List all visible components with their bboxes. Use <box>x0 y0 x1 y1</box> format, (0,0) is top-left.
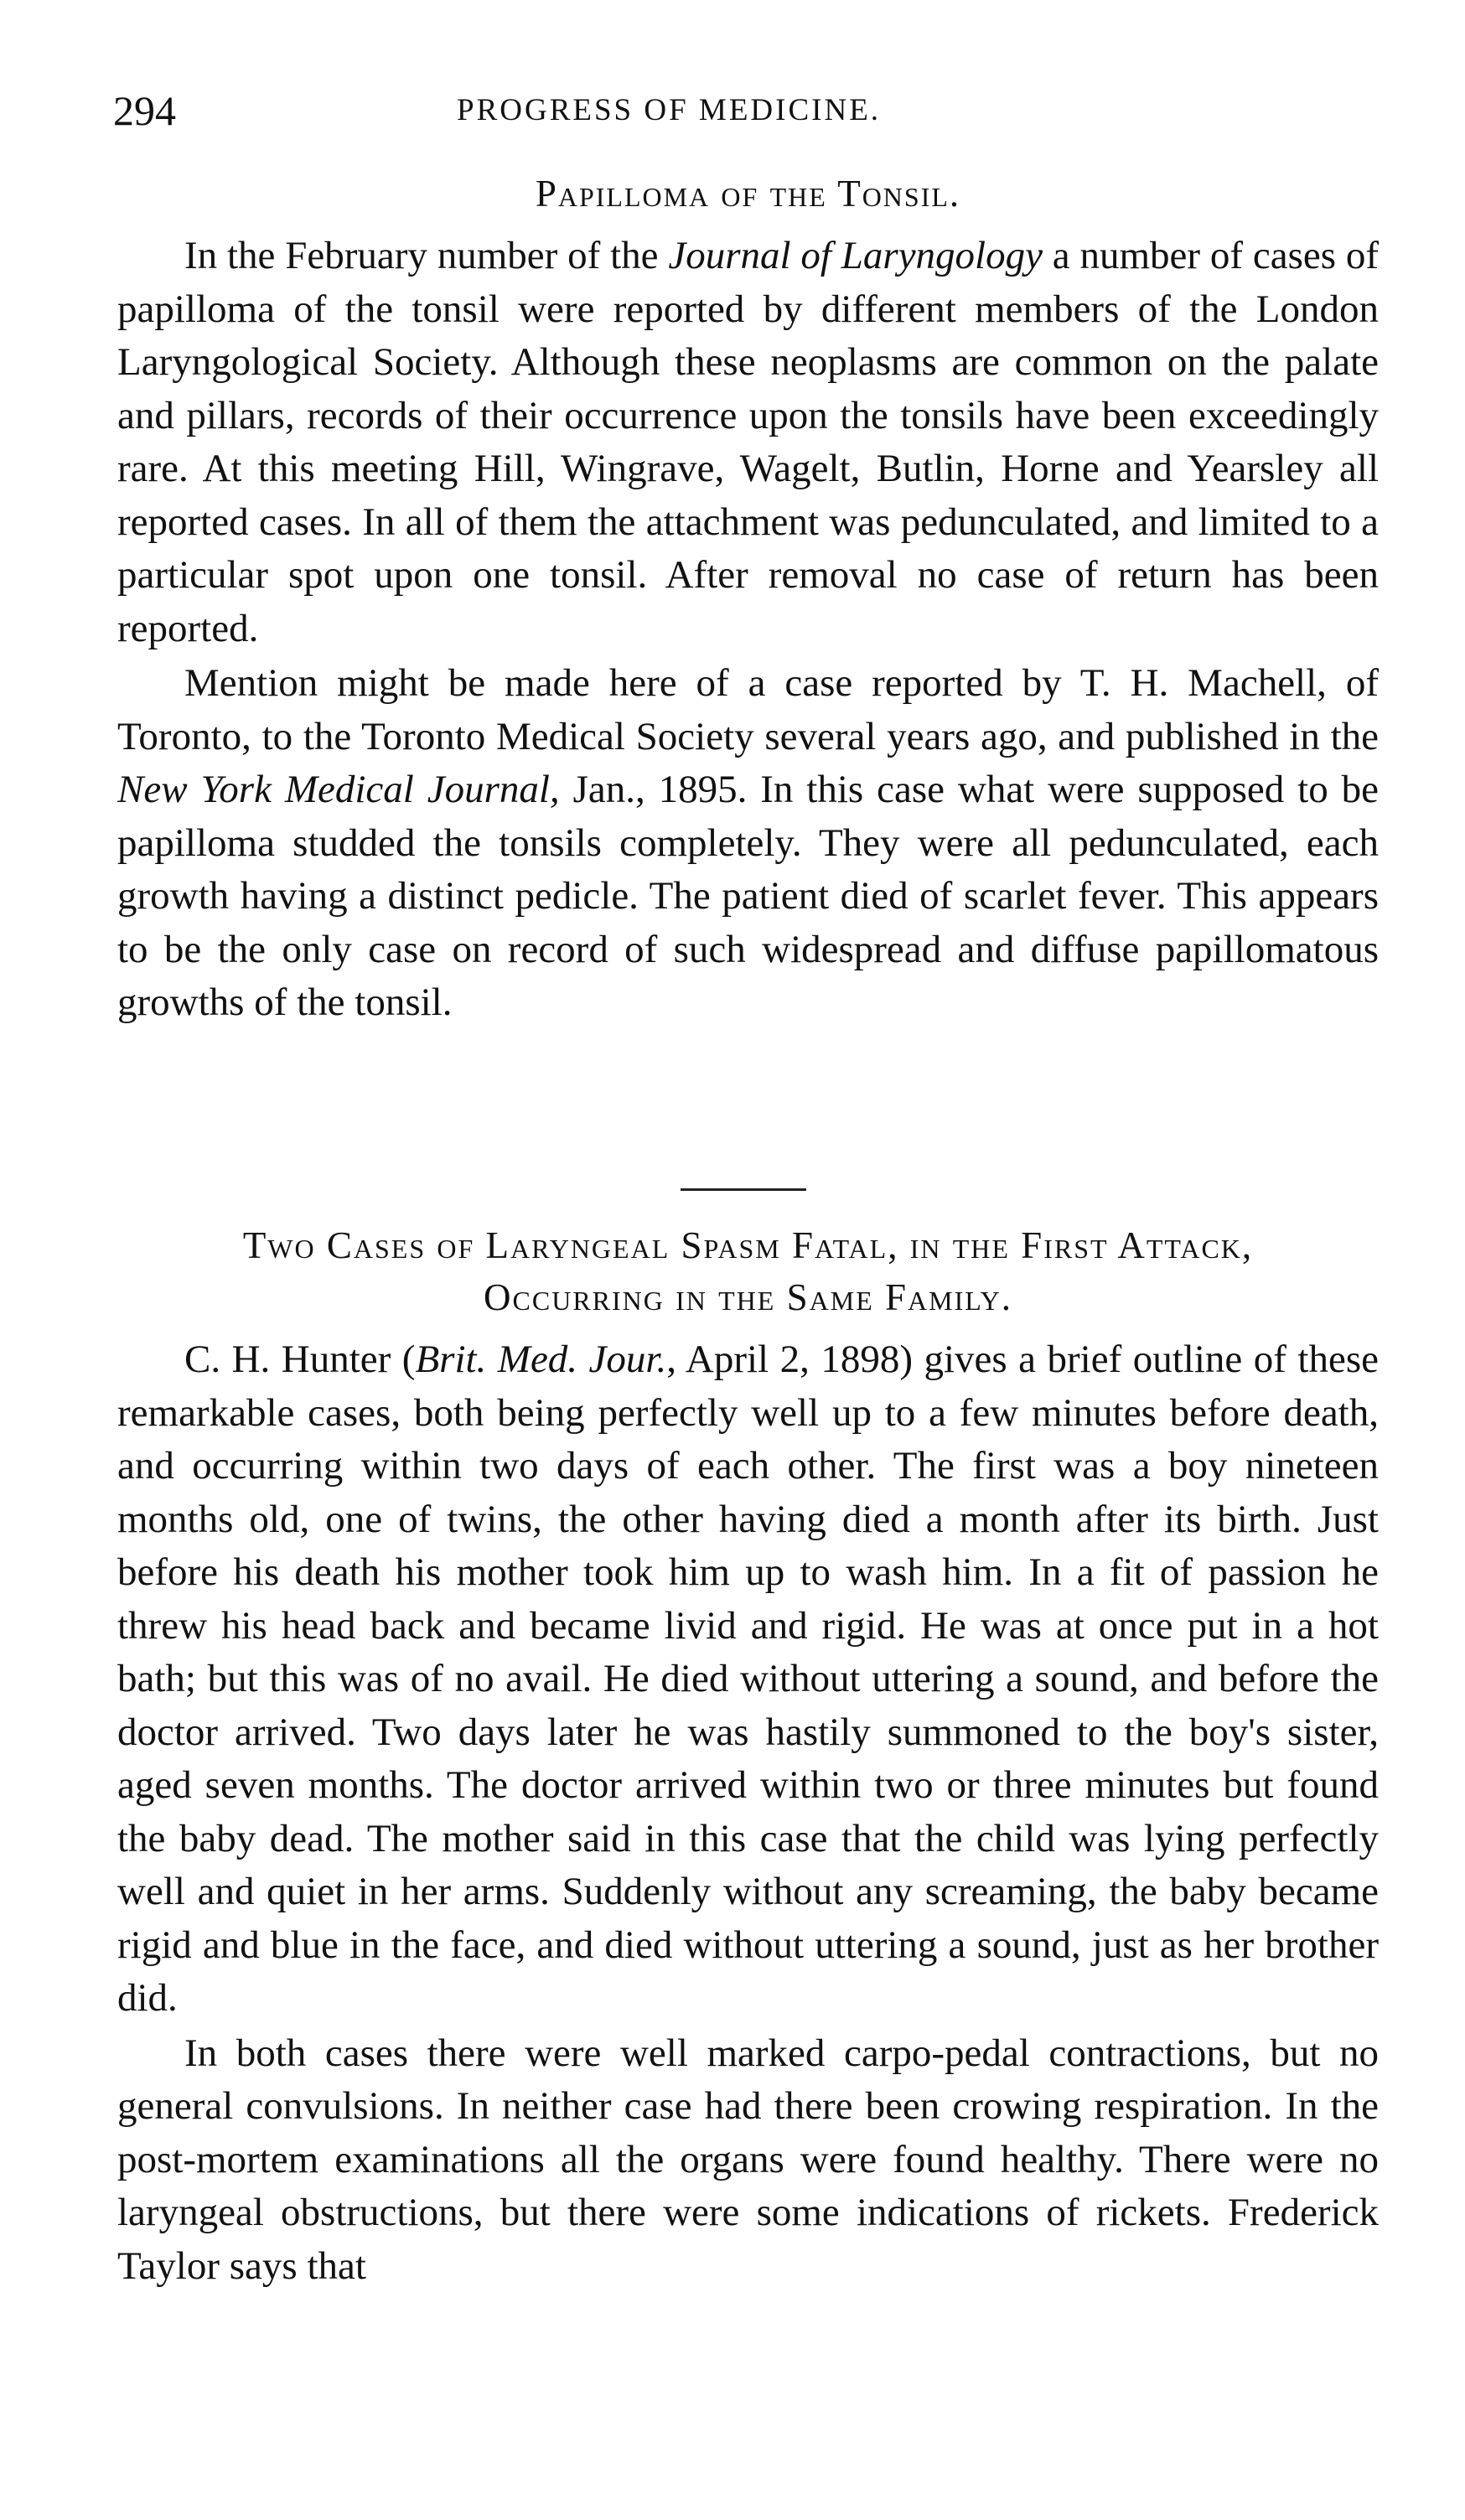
section-divider <box>681 1188 806 1191</box>
journal-title: New York Medical Journal, <box>117 768 560 811</box>
section-heading-line-1: Two Cases of Laryngeal Spasm Fatal, in the First Attack, <box>242 1224 1254 1266</box>
paragraph-text: Jan., 1895. In this case what were supposed to be papilloma studded the tonsils completely. They were all pedunculated, each growth having a distinct pedicle. The patient died of scarlet fever. This appears to be the only case on record of such widespread and diffuse papillomatous growths of the tonsil. <box>117 768 1379 1024</box>
journal-title: Brit. Med. Jour. <box>415 1338 667 1381</box>
paragraph-text: Mention might be made here of a case reported by T. H. Machell, of Toronto, to the Toronto Medical Society several years ago, and published in the <box>117 661 1379 758</box>
section-heading-text: Papilloma of the Tonsil. <box>535 173 961 215</box>
paragraph-text: In the February number of the <box>184 234 669 277</box>
paragraph: In both cases there were well marked carpo-pedal contractions, but no general convulsions. In neither case had there been crowing respiration. In the post-mortem examinations all the organs were found healthy. There were no laryngeal obstructions, but there were some indications of rickets. Frederick Taylor says that <box>117 2031 1379 2288</box>
paragraph <box>117 230 1379 655</box>
section-heading <box>117 168 1379 220</box>
paragraph <box>117 1333 1379 2026</box>
journal-title: Journal of Laryngology <box>668 234 1043 277</box>
section-papilloma-of-the-tonsil <box>117 168 1379 1030</box>
paragraph-text: , April 2, 1898) gives a brief outline of these remarkable cases, both being perfectly well up to a few minutes before death, and occurring within two days of each other. The first was a boy nineteen months old, one of twins, the other having died a month after its birth. Just before his death his mother took him up to wash him. In a fit of passion he threw his head back and became livid and rigid. He was at once put in a hot bath; but this was of no avail. He died without uttering a sound, and before the doctor arrived. Two days later he was hastily summoned to the boy's sister, aged seven months. The doctor arrived within two or three minutes but found the baby dead. The mother said in this case that the child was lying perfectly well and quiet in her arms. Suddenly without any screaming, the baby became rigid and blue in the face, and died without uttering a sound, just as her brother did. <box>117 1338 1379 2020</box>
section-heading-line-2: Occurring in the Same Family. <box>484 1276 1012 1318</box>
running-title: PROGRESS OF MEDICINE. <box>457 93 882 127</box>
paragraph-text: C. H. Hunter ( <box>184 1338 416 1381</box>
paragraph-text: a number of cases of papilloma of the tonsil were reported by different members of the London Laryngological Society. Although these neoplasms are common on the palate and pillars, records of their occurrence upon the tonsils have been exceedingly rare. At this meeting Hill, Wingrave, Wagelt, Butlin, Horne and Yearsley all reported cases. In all of them the attachment was pedunculated, and limited to a particular spot upon one tonsil. After removal no case of return has been reported. <box>117 234 1380 650</box>
paragraph <box>117 657 1379 1030</box>
page-number: 294 <box>113 87 176 134</box>
section-heading <box>117 1219 1379 1323</box>
running-head <box>113 77 1379 144</box>
section-laryngeal-spasm <box>117 1219 1379 2293</box>
